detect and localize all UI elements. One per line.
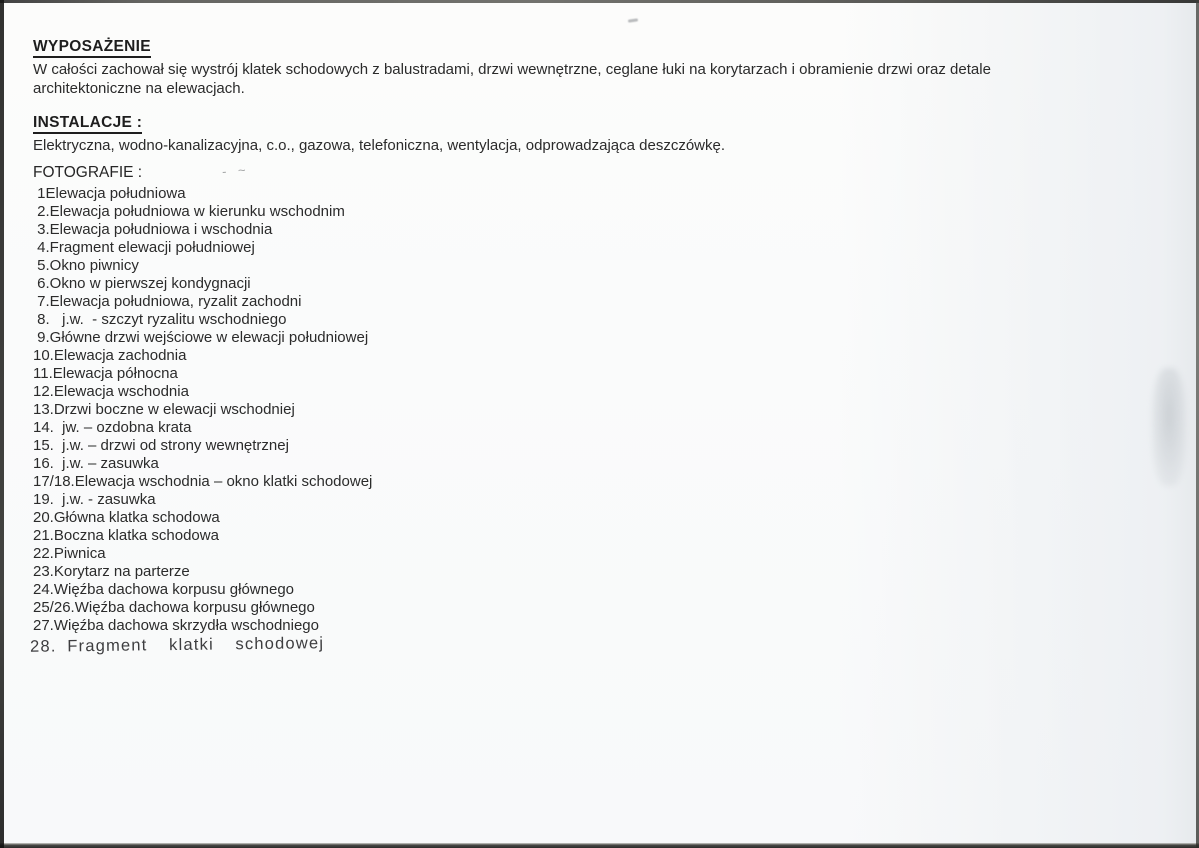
- photo-list-item: 8. j.w. - szczyt ryzalitu wschodniego: [33, 311, 287, 328]
- photo-list-item: 13.Drzwi boczne w elewacji wschodniej: [33, 401, 295, 418]
- scan-smudge: [1152, 368, 1186, 486]
- photo-list-item: 17/18.Elewacja wschodnia – okno klatki schodowej: [33, 473, 373, 490]
- section-heading-fotografie: FOTOGRAFIE :: [33, 164, 143, 181]
- photo-list-item: 2.Elewacja południowa w kierunku wschodnim: [33, 203, 345, 220]
- section-body-line: Elektryczna, wodno-kanalizacyjna, c.o., gazowa, telefoniczna, wentylacja, odprowadzająca deszczówkę.: [33, 137, 726, 154]
- scan-edge-bottom: [0, 843, 1199, 848]
- section-heading-instalacje: INSTALACJE :: [33, 113, 142, 134]
- section-fotografie: [29, 163, 373, 656]
- photo-list-item: 7.Elewacja południowa, ryzalit zachodni: [33, 293, 302, 310]
- photo-list-item: 19. j.w. - zasuwka: [33, 491, 156, 508]
- photo-list-item: 3.Elewacja południowa i wschodnia: [33, 221, 273, 238]
- photo-list-item: 21.Boczna klatka schodowa: [33, 527, 219, 544]
- pencil-mark: - ~: [221, 162, 251, 179]
- photo-list: [33, 185, 372, 635]
- scan-edge-left: [0, 0, 4, 848]
- section-body-line: W całości zachował się wystrój klatek schodowych z balustradami, drzwi wewnętrzne, ceglane łuki na korytarzach i obramienie drzwi oraz detale: [33, 61, 991, 78]
- photo-list-item: 4.Fragment elewacji południowej: [33, 239, 255, 256]
- photo-list-item: 10.Elewacja zachodnia: [33, 347, 187, 364]
- photo-list-item: 24.Więźba dachowa korpusu głównego: [33, 581, 294, 598]
- scan-edge-top: [0, 0, 1199, 3]
- photo-list-item: 23.Korytarz na parterze: [33, 563, 190, 580]
- photo-list-item: 16. j.w. – zasuwka: [33, 455, 159, 472]
- photo-list-item-handwritten: [29, 634, 372, 656]
- photo-list-item: 6.Okno w pierwszej kondygnacji: [33, 275, 251, 292]
- photo-list-item: 27.Więźba dachowa skrzydła wschodniego: [33, 617, 319, 634]
- handwritten-note: 28. Fragment klatki schodowej: [29, 634, 325, 656]
- photo-list-item: 25/26.Więźba dachowa korpusu głównego: [33, 599, 315, 616]
- section-instalacje: [33, 113, 725, 155]
- section-heading-wyposazenie: WYPOSAŻENIE: [33, 37, 151, 58]
- section-wyposazenie: [33, 37, 991, 98]
- photo-list-item: 22.Piwnica: [33, 545, 106, 562]
- photo-list-item: 5.Okno piwnicy: [33, 257, 139, 274]
- photo-list-item: 9.Główne drzwi wejściowe w elewacji południowej: [33, 329, 369, 346]
- photo-list-item: 14. jw. – ozdobna krata: [33, 419, 192, 436]
- photo-list-item: 1Elewacja południowa: [33, 185, 186, 202]
- photo-list-item: 20.Główna klatka schodowa: [33, 509, 220, 526]
- scan-speck: [628, 18, 638, 22]
- photo-list-item: 12.Elewacja wschodnia: [33, 383, 189, 400]
- photo-list-item: 11.Elewacja północna: [33, 365, 178, 382]
- section-body-line: architektoniczne na elewacjach.: [33, 80, 245, 97]
- photo-list-item: 15. j.w. – drzwi od strony wewnętrznej: [33, 437, 289, 454]
